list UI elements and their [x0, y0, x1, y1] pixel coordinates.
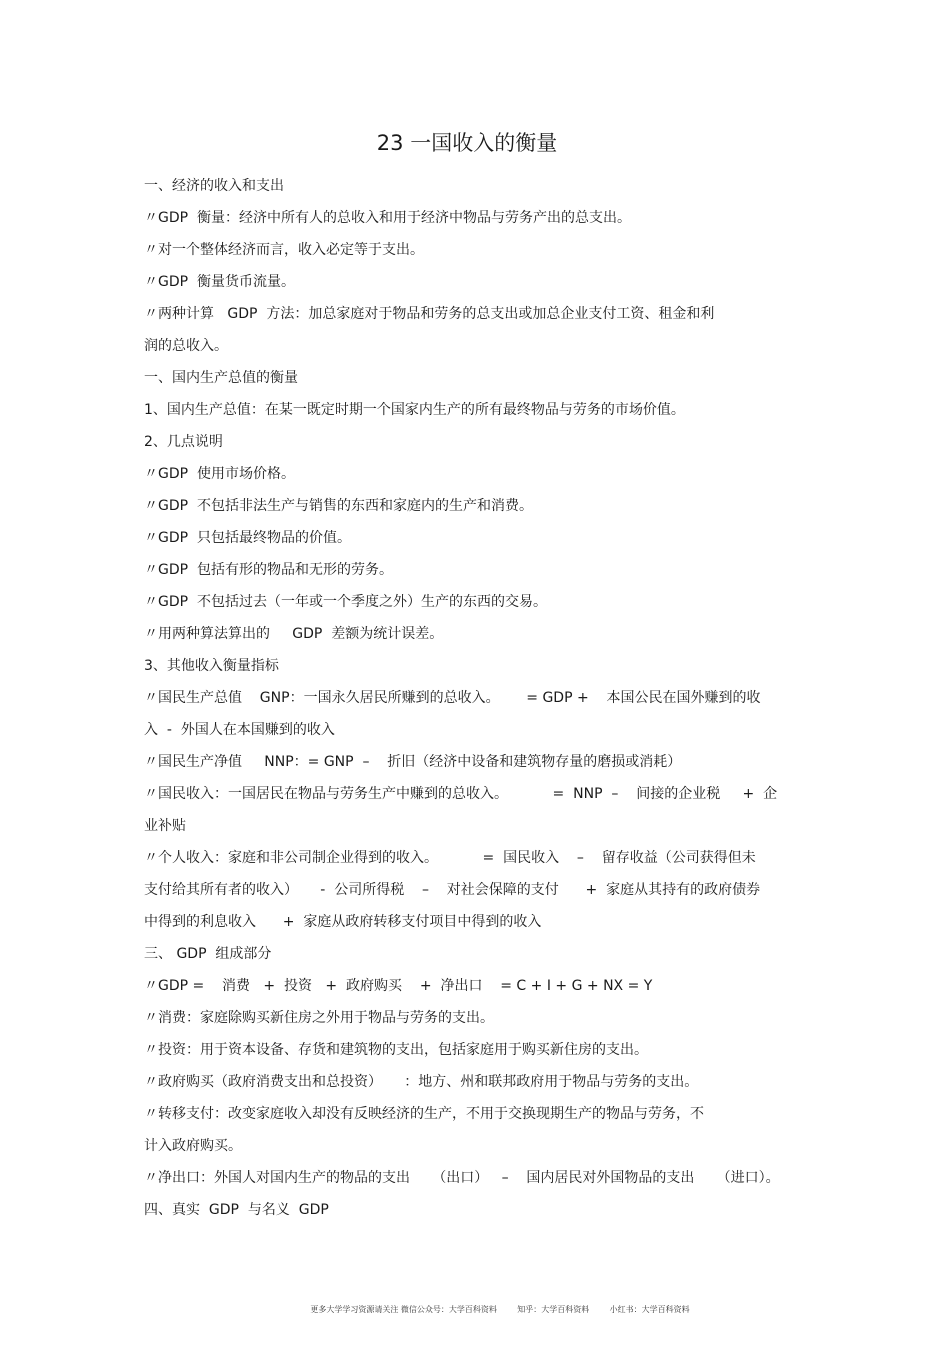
text-line: 润的总收入。	[144, 338, 228, 354]
text-line: 四、真实 GDP 与名义 GDP	[144, 1202, 329, 1218]
text-line: 〃GDP 包括有形的物品和无形的劳务。	[144, 562, 393, 578]
text-line: 3、其他收入衡量指标	[144, 658, 279, 674]
text-line: 〃用两种算法算出的 GDP 差额为统计误差。	[144, 626, 444, 642]
text-line: 〃政府购买（政府消费支出和总投资） ：地方、州和联邦政府用于物品与劳务的支出。	[144, 1074, 699, 1090]
text-line: 〃GDP 使用市场价格。	[144, 466, 295, 482]
text-line: 〃GDP 不包括非法生产与销售的东西和家庭内的生产和消费。	[144, 498, 533, 514]
text-line: 〃国民生产总值 GNP：一国永久居民所赚到的总收入。 = GDP + 本国公民在国外赚到的收	[144, 690, 761, 706]
text-line: 〃转移支付：改变家庭收入却没有反映经济的生产，不用于交换现期生产的物品与劳务，不	[144, 1106, 704, 1122]
text-line: 入 - 外国人在本国赚到的收入	[144, 722, 335, 738]
text-line: 1、国内生产总值：在某一既定时期一个国家内生产的所有最终物品与劳务的市场价值。	[144, 402, 685, 418]
text-line: 中得到的利息收入 + 家庭从政府转移支付项目中得到的收入	[144, 914, 542, 930]
text-line: 〃GDP 只包括最终物品的价值。	[144, 530, 351, 546]
text-line: 〃对一个整体经济而言，收入必定等于支出。	[144, 242, 424, 258]
text-line: 一、经济的收入和支出	[144, 178, 284, 194]
text-line: 〃消费：家庭除购买新住房之外用于物品与劳务的支出。	[144, 1010, 494, 1026]
text-line: 〃投资：用于资本设备、存货和建筑物的支出，包括家庭用于购买新住房的支出。	[144, 1042, 648, 1058]
document-title: 23 一国收入的衡量	[376, 131, 558, 155]
text-line: 〃GDP 不包括过去（一年或一个季度之外）生产的东西的交易。	[144, 594, 547, 610]
text-line: 〃净出口：外国人对国内生产的物品的支出 （出口） – 国内居民对外国物品的支出 （进口）。	[144, 1170, 780, 1186]
text-line: 〃国民收入：一国居民在物品与劳务生产中赚到的总收入。 = NNP – 间接的企业税 + 企	[144, 786, 778, 802]
text-line: 〃国民生产净值 NNP：= GNP – 折旧（经济中设备和建筑物存量的磨损或消耗）	[144, 754, 682, 770]
text-line: 〃GDP 衡量：经济中所有人的总收入和用于经济中物品与劳务产出的总支出。	[144, 210, 631, 226]
text-line: 〃个人收入：家庭和非公司制企业得到的收入。 = 国民收入 – 留存收益（公司获得但未	[144, 850, 756, 866]
page-footer: 更多大学学习资源请关注 微信公众号：大学百科资料 知乎：大学百科资料 小红书：大学百科资料	[310, 1305, 690, 1314]
text-line: 业补贴	[144, 818, 186, 834]
text-line: 〃GDP = 消费 + 投资 + 政府购买 + 净出口 = C + I + G + NX = Y	[144, 978, 653, 994]
text-line: 三、 GDP 组成部分	[144, 946, 272, 962]
text-line: 支付给其所有者的收入） - 公司所得税 – 对社会保障的支付 + 家庭从其持有的政府债券	[144, 882, 761, 898]
text-line: 计入政府购买。	[144, 1138, 242, 1154]
text-line: 〃GDP 衡量货币流量。	[144, 274, 295, 290]
text-line: 2、几点说明	[144, 434, 223, 450]
text-line: 〃两种计算 GDP 方法：加总家庭对于物品和劳务的总支出或加总企业支付工资、租金和利	[144, 306, 715, 322]
text-line: 一、国内生产总值的衡量	[144, 370, 298, 386]
